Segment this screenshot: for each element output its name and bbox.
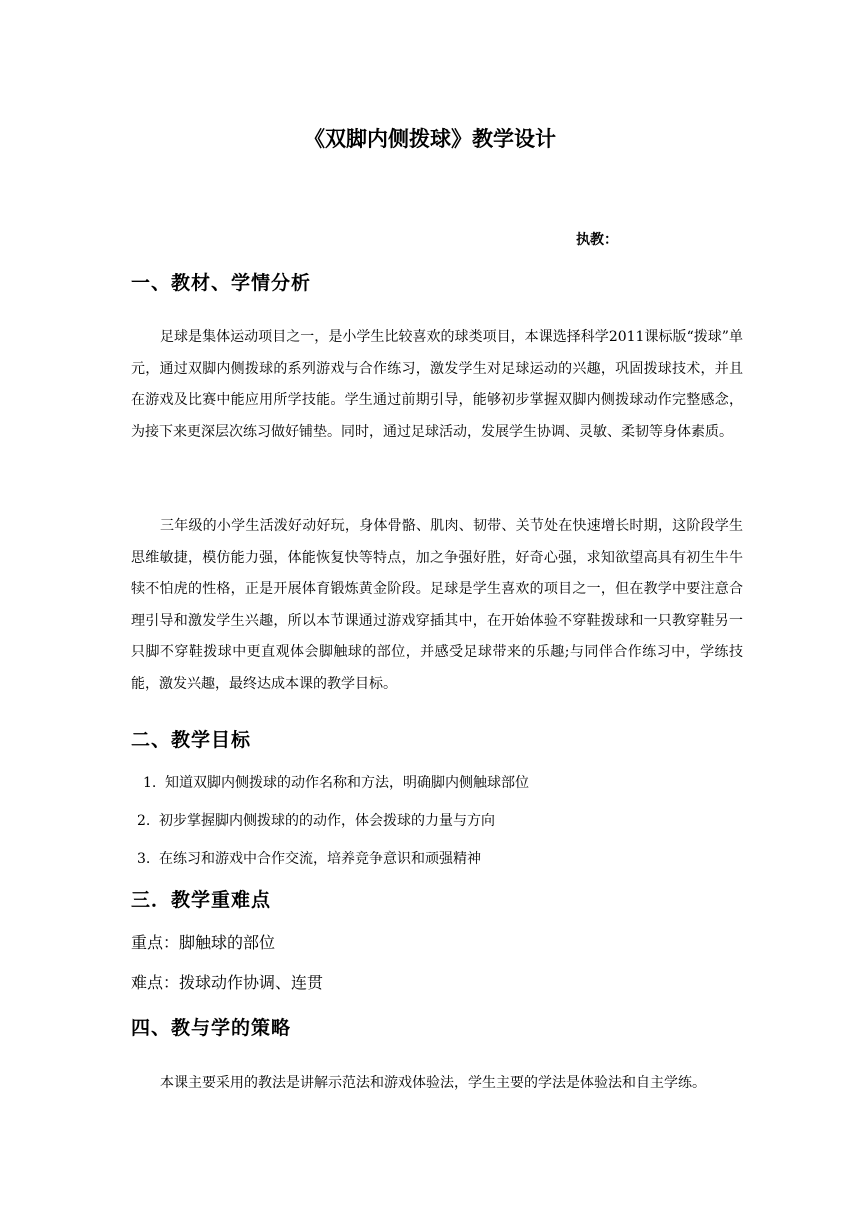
paragraph-strategies: 本课主要采用的教法是讲解示范法和游戏体验法，学生主要的学法是体验法和自主学练。 — [160, 1075, 706, 1091]
objective-text: 初步掌握脚内侧拨球的的动作，体会拨球的力量与方向 — [159, 813, 495, 829]
objective-item — [137, 811, 495, 831]
section-heading-key-points: 三．教学重难点 — [131, 889, 272, 911]
difficulty-text: 难点：拨球动作协调、连贯 — [131, 973, 324, 992]
section-heading-analysis: 一、教材、学情分析 — [131, 272, 312, 294]
objective-text: 在练习和游戏中合作交流，培养竞争意识和顽强精神 — [159, 851, 481, 867]
section-heading-objectives: 二、教学目标 — [131, 729, 252, 751]
objective-item — [143, 773, 529, 793]
key-point-text: 重点：脚触球的部位 — [131, 933, 276, 952]
objective-number: 2. — [137, 813, 151, 829]
objective-item — [137, 849, 481, 869]
teacher-label: 执教： — [576, 232, 618, 248]
section-heading-strategies: 四、教与学的策略 — [131, 1017, 292, 1039]
document-title: 《双脚内侧拨球》教学设计 — [304, 127, 556, 151]
paragraph-material-analysis: 足球是集体运动项目之一，是小学生比较喜欢的球类项目，本课选择科学2011课标版“拨球”单元，通过双脚内侧拨球的系列游戏与合作练习，激发学生对足球运动的兴趣，巩固拨球技术，并且在游戏及比赛中能应用所学技能。学生通过前期引导，能够初步掌握双脚内侧拨球动作完整感念，为接下来更深层次练习做好铺垫。同时，通过足球活动，发展学生协调、灵敏、柔韧等身体素质。 — [131, 329, 743, 440]
objective-number: 3. — [137, 851, 151, 867]
objective-number: 1. — [143, 775, 157, 791]
objective-text: 知道双脚内侧拨球的动作名称和方法，明确脚内侧触球部位 — [165, 775, 529, 791]
paragraph-student-analysis: 三年级的小学生活泼好动好玩，身体骨骼、肌肉、韧带、关节处在快速增长时期，这阶段学生思维敏捷，模仿能力强，体能恢复快等特点，加之争强好胜，好奇心强，求知欲望高具有初生牛牛犊不怕虎的性格，正是开展体育锻炼黄金阶段。足球是学生喜欢的项目之一，但在教学中要注意合理引导和激发学生兴趣，所以本节课通过游戏穿插其中，在开始体验不穿鞋拨球和一只教穿鞋另一只脚不穿鞋拨球中更直观体会脚触球的部位，并感受足球带来的乐趣;与同伴合作练习中，学练技能，激发兴趣，最终达成本课的教学目标。 — [131, 518, 743, 692]
